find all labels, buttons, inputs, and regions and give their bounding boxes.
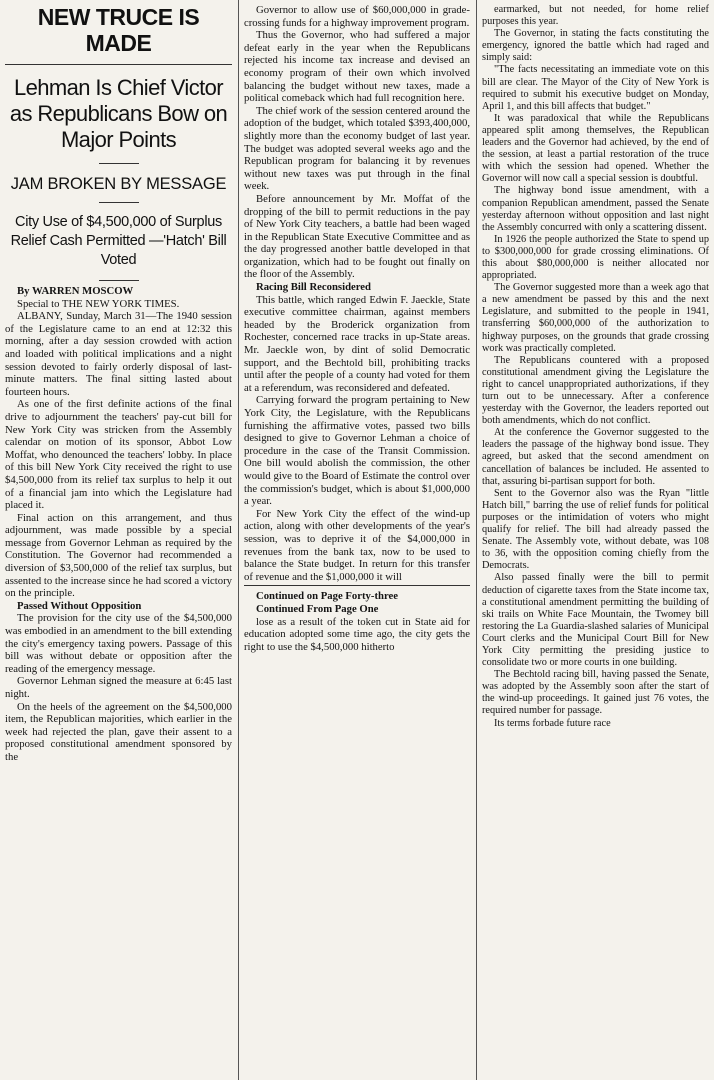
continued-from-notice: Continued From Page One [256, 602, 379, 615]
paragraph: For New York City the effect of the wind-up action, along with other developments of the year's session, was to deprive it of the $4,000,000 in revenues from the bank tax, now to be used to balance the State budget. In return for this transfer of revenue and the $1,000,000 it will [244, 507, 470, 583]
subhead: Passed Without Opposition [17, 599, 142, 612]
headline-deck-3: City Use of $4,500,000 of Surplus Relief Cash Permitted —'Hatch' Bill Voted [10, 214, 227, 268]
paragraph: Its terms forbade future race [494, 717, 611, 729]
paragraph: lose as a result of the token cut in State aid for education adopted some time ago, the city gets the right to use the $4,500,000 hitherto [244, 615, 470, 653]
paragraph: The provision for the city use of the $4,500,000 was embodied in an amendment to the bill extending the city's emergency taxing powers. Passage of this bill was without debate or opposition after the reading of the emergency message. [5, 612, 232, 675]
paragraph: At the conference the Governor suggested to the leaders the passage of the highway bond issue. They agreed, but asked that the second amendment on cancellation of balances be included. He assented to that, assuring bi-partisan support for both. [482, 427, 709, 487]
paragraph: Final action on this arrangement, and thus adjournment, was made possible by a special message from Governor Lehman as required by the Constitution. The Governor had recommended a diversion of $3,500,000 of the relief tax surplus, but assented to the increase since he had scored a victory on the principle. [5, 511, 233, 600]
paragraph: As one of the first definite actions of the final drive to adjournment the teachers' pay-cut bill for New York City was stricken from the Assembly calendar on motion of its sponsor, Abbot Low Moffat, who denounced the teachers' lobby. In place of this bill New York City received the right to use $4,500,000 from its relief tax surplus to help it out of a financial jam into which the Legislature had placed it. [5, 398, 232, 512]
paragraph: The Governor suggested more than a week ago that a new amendment be passed by this and the next Legislature, and submitted to the people in 1941, transferring $60,000,000 of the authorization to highway purposes, on the grounds that grade crossing work was practically completed. [482, 282, 709, 354]
continued-on-notice: Continued on Page Forty-three [256, 590, 398, 603]
paragraph: Sent to the Governor also was the Ryan "little Hatch bill," barring the use of relief funds for political purposes or the intimidation of voters who might qualify for relief. The bill had already passed the Senate. The Assembly vote, without debate, was 108 to 36, with the opposition coming chiefly from the Democrats. [482, 487, 709, 572]
subhead: Racing Bill Reconsidered [256, 281, 371, 294]
deck-divider [99, 202, 139, 203]
paragraph: On the heels of the agreement on the $4,500,000 item, the Republican majorities, which earlier in the week had rejected the plan, gave their assent to a proposed constitutional amendment sponsored by the [5, 700, 232, 763]
headline-deck-2: JAM BROKEN BY MESSAGE [10, 175, 227, 193]
main-headline: NEW TRUCE IS MADE [37, 4, 200, 56]
paragraph: This battle, which ranged Edwin F. Jaeckle, State executive committee chairman, against members headed by the Broderick organization from Rochester, concerned race tracks in up-State areas. Mr. Jaeckle won, by dint of solid Democratic support, and the Bechtold bill, prohibiting tracks until after the people of a county had voted for them at a referendum, was reconsidered and defeated. [244, 293, 470, 394]
paragraph: Governor Lehman signed the measure at 6:45 last night. [5, 675, 232, 700]
paragraph: It was paradoxical that while the Republicans appeared split among themselves, the Republican leaders and the Governor had achieved, by the end of the session, at least a partial restoration of the truce with which the session had opened. Whether the Governor will now call a special session is doubtful. [482, 112, 709, 185]
paragraph: The highway bond issue amendment, with a companion Republican amendment, passed the Senate yesterday afternoon without opposition and last night the Assembly concurred with only a scattering dissent. [482, 185, 709, 233]
paragraph: "The facts necessitating an immediate vote on this bill are clear. The Mayor of the City of New York is required to submit his executive budget on Monday, April 1, and this bill affects that budget." [482, 64, 709, 112]
paragraph: Governor to allow use of $60,000,000 in grade-crossing funds for a highway improvement program. [244, 4, 470, 29]
jump-rule [244, 585, 470, 586]
paragraph: earmarked, but not needed, for home relief purposes this year. [482, 4, 709, 28]
paragraph: Also passed finally were the bill to permit deduction of cigarette taxes from the State income tax, a constitutional amendment permitting the building of ski trails on White Face Mountain, the Twomey bill restoring the La Guardia-slashed salaries of Municipal Court clerks and the Municipal Court Bill for New York City permitting the presiding justice to consolidate two or more courts in one building. [482, 572, 709, 669]
paragraph: The Bechtold racing bill, having passed the Senate, was adopted by the Assembly soon after the start of the wind-up proceedings. It gained just 76 votes, the required number for passage. [482, 669, 709, 717]
paragraph: ALBANY, Sunday, March 31—The 1940 session of the Legislature came to an end at 12:32 this morning, after a day session crowded with action and loaded with political implications and a night session devoted to fairly orderly disposal of last-minute matters. The final sitting lasted about fourteen hours. [5, 310, 232, 398]
paragraph: Carrying forward the program pertaining to New York City, the Legislature, with the Republicans furnishing the affirmative votes, passed two bills designed to give to Governor Lehman a choice of procedure in the case of the Transit Commission. One bill would abolish the commission, the other would give to the Board of Estimate the control over the commission's budget, which is about $1,000,000 a year. [244, 394, 470, 508]
byline: By WARREN MOSCOW [17, 285, 134, 297]
column-1 [0, 0, 237, 1080]
column-3 [476, 0, 714, 1080]
paragraph: The Republicans countered with a proposed constitutional amendment giving the Legislature the right to cancel unappropriated authorizations, if they turn out to be unnecessary. After a conference yesterday with the Governor, the leaders reported out both amendments, which do not conflict. [482, 354, 709, 427]
deck-divider [99, 163, 139, 164]
column-2 [238, 0, 475, 1080]
paragraph: In 1926 the people authorized the State to spend up to $300,000,000 for grade crossing eliminations. Of this about $80,000,000 is neither allocated nor appropriated. [482, 233, 709, 282]
paragraph: The chief work of the session centered around the adoption of the budget, which totaled $393,400,000, slightly more than the economy budget of last year. The budget was adopted several weeks ago and the Republican program for balancing it by revenues without new taxes was put through in the final week. [244, 104, 470, 193]
headline-rule [5, 64, 232, 65]
headline-deck-1: Lehman Is Chief Victor as Republicans Bow on Major Points [9, 75, 228, 152]
deck-divider [99, 280, 139, 281]
paragraph: The Governor, in stating the facts constituting the emergency, ignored the battle which had raged and simply said: [482, 28, 709, 64]
paragraph: Before announcement by Mr. Moffat of the dropping of the bill to permit reductions in the pay of New York City teachers, a battle had been waged in the Republican State Executive Committee and as the day progressed another battle developed in that organization, which had to be fought out finally on the floor of the Assembly. [244, 192, 470, 281]
special-credit: Special to THE NEW YORK TIMES. [17, 297, 180, 310]
paragraph: Thus the Governor, who had suffered a major defeat early in the year when the Republicans rejected his income tax increase and devised an economy program of their own which involved balancing the budget without new taxes, made a political comeback which had full recognition here. [244, 29, 470, 105]
